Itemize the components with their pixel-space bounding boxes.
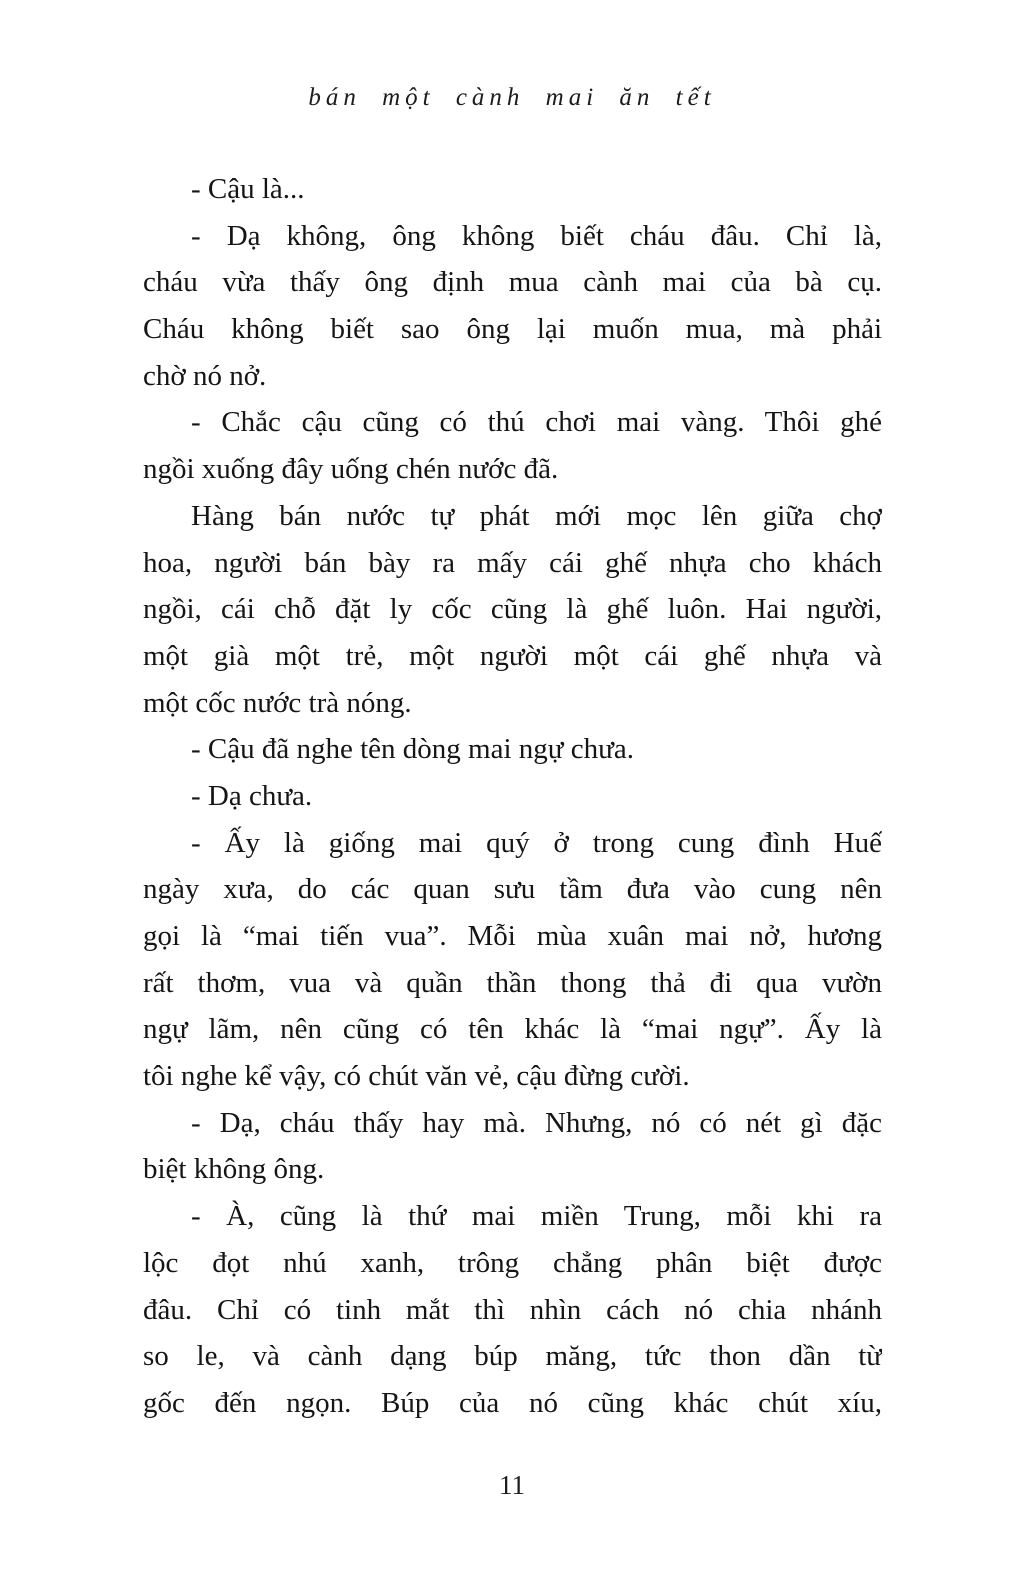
text-line: gốc đến ngọn. Búp của nó cũng khác chút xíu, [143,1386,882,1419]
text-line: biệt không ông. [143,1153,325,1186]
body-text-block [143,166,882,1427]
text-line: ngự lãm, nên cũng có tên khác là “mai ngự”. Ấy là [143,1013,882,1046]
text-line: hoa, người bán bày ra mấy cái ghế nhựa cho khách [143,546,882,579]
text-line: Cháu không biết sao ông lại muốn mua, mà phải [143,313,882,346]
text-line: - Cậu đã nghe tên dòng mai ngự chưa. [191,733,634,766]
text-line: - Dạ, cháu thấy hay mà. Nhưng, nó có nét gì đặc [191,1106,882,1139]
text-line: gọi là “mai tiến vua”. Mỗi mùa xuân mai nở, hương [143,920,882,952]
text-line: cháu vừa thấy ông định mua cành mai của bà cụ. [143,266,882,299]
text-line: - Dạ chưa. [191,779,313,812]
text-line: - Ấy là giống mai quý ở trong cung đình Huế [191,826,882,859]
text-line: - Cậu là... [191,173,305,205]
text-line: ngày xưa, do các quan sưu tầm đưa vào cung nên [143,873,882,906]
text-line: Hàng bán nước tự phát mới mọc lên giữa chợ [191,499,882,532]
text-line: một già một trẻ, một người một cái ghế nhựa và [143,639,882,672]
page-number: 11 [499,1470,525,1500]
text-line: so le, và cành dạng búp măng, tức thon dần từ [143,1340,882,1373]
text-line: - Chắc cậu cũng có thú chơi mai vàng. Thôi ghé [191,406,882,439]
text-line: đâu. Chỉ có tinh mắt thì nhìn cách nó chia nhánh [143,1293,882,1326]
text-line: - À, cũng là thứ mai miền Trung, mỗi khi ra [191,1200,882,1233]
text-line: - Dạ không, ông không biết cháu đâu. Chỉ là, [191,219,882,252]
text-line: ngồi xuống đây uống chén nước đã. [143,453,559,486]
text-line: ngồi, cái chỗ đặt ly cốc cũng là ghế luôn. Hai người, [143,593,882,626]
text-line: rất thơm, vua và quần thần thong thả đi qua vườn [143,966,882,999]
text-line: lộc đọt nhú xanh, trông chẳng phân biệt được [143,1246,882,1279]
text-line: một cốc nước trà nóng. [143,686,412,719]
running-header: bán một cành mai ăn tết [308,84,716,111]
text-line: tôi nghe kể vậy, có chút văn vẻ, cậu đừng cười. [143,1060,690,1093]
text-line: chờ nó nở. [143,359,267,392]
